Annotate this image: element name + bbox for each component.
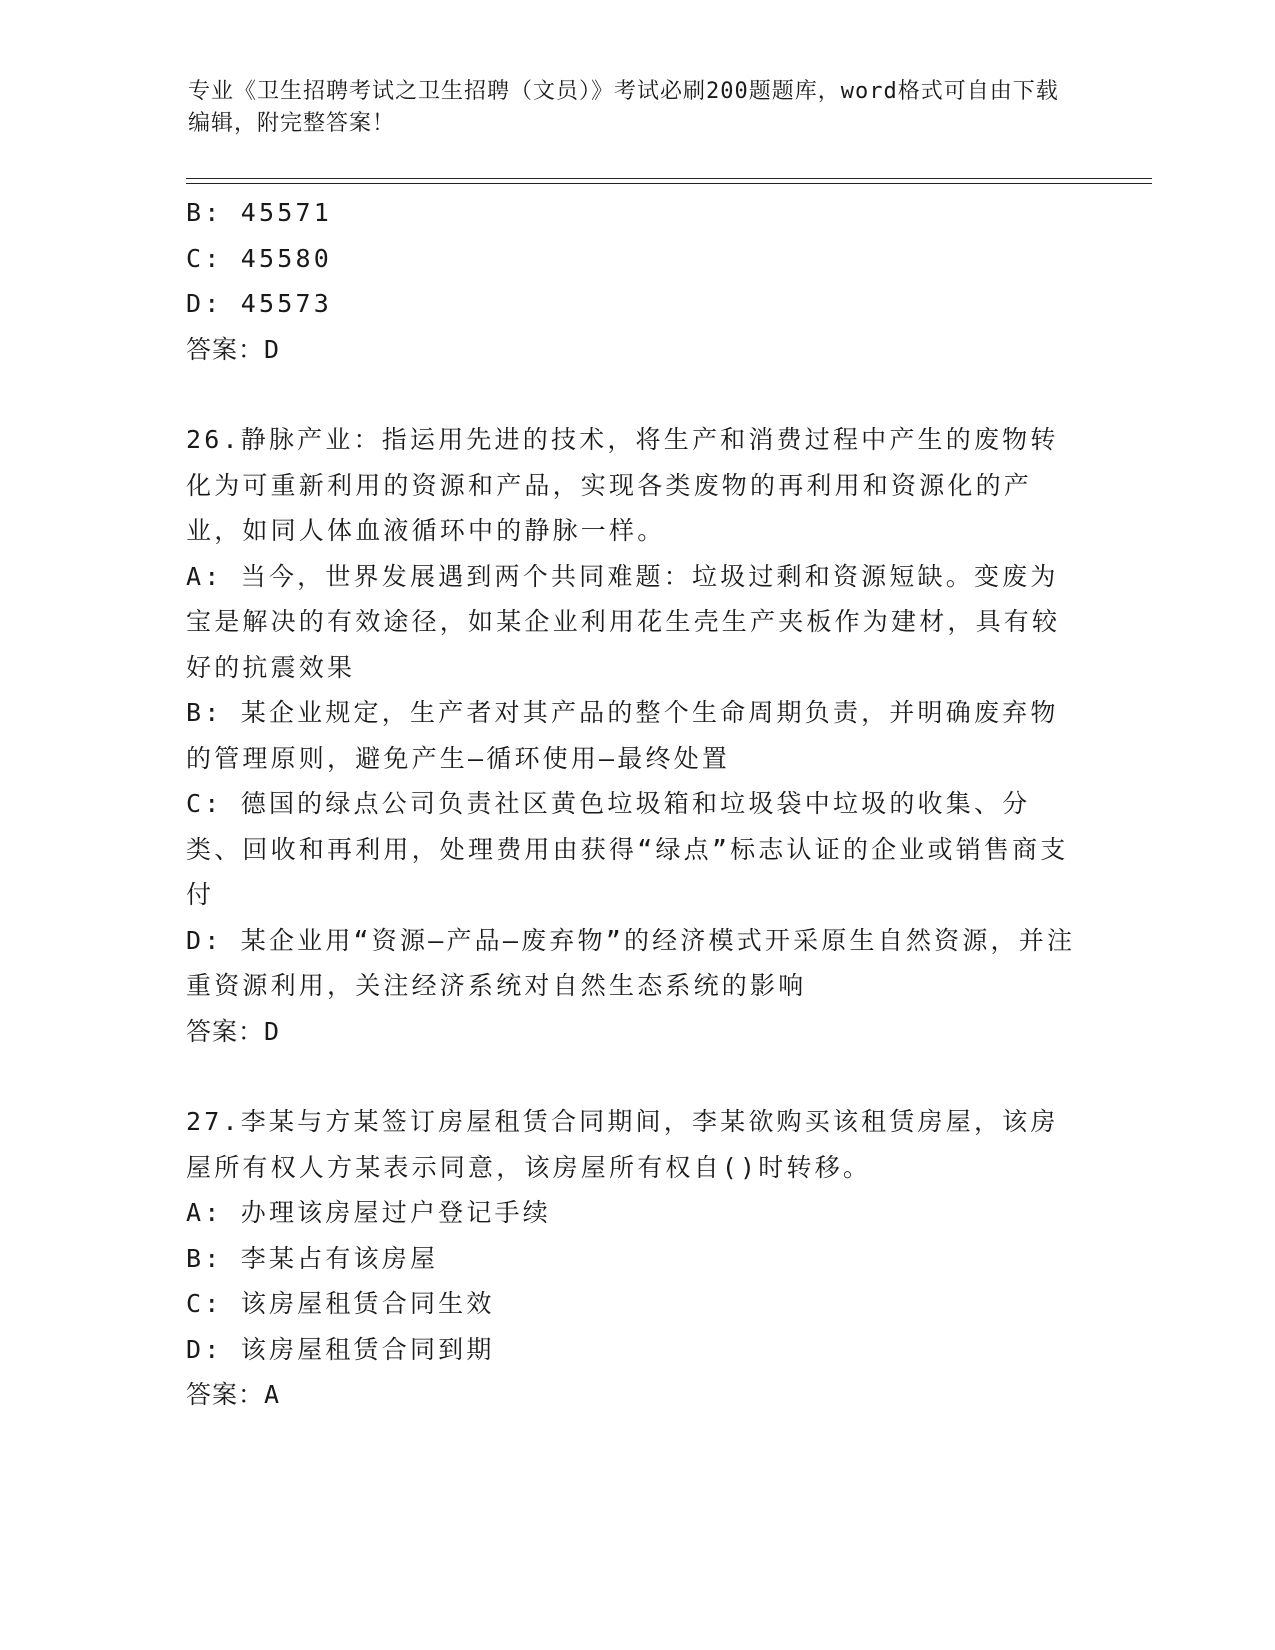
option-c: C: 该房屋租赁合同生效 (186, 1289, 495, 1318)
question-spacer (186, 1054, 1086, 1099)
option-b: B: 45571 (186, 198, 333, 227)
option-c: C: 45580 (186, 243, 333, 273)
option-a: A: 办理该房屋过户登记手续 (186, 1198, 551, 1227)
header-divider-top (186, 178, 1152, 179)
question-27 (186, 1099, 1086, 1418)
answer-line: 答案：D (186, 1016, 281, 1046)
option-d: D: 45573 (186, 289, 333, 318)
question-stem: 27.李某与方某签订房屋租赁合同期间，李某欲购买该租赁房屋，该房屋所有权人方某表示同意，该房屋所有权自()时转移。 (186, 1107, 1059, 1182)
question-content (186, 190, 1086, 1418)
header-divider-bottom (186, 183, 1152, 184)
option-a: A: 当今，世界发展遇到两个共同难题：垃圾过剩和资源短缺。变废为宝是解决的有效途径，如某企业利用花生壳生产夹板作为建材，具有较好的抗震效果 (186, 561, 1061, 682)
option-b: B: 某企业规定，生产者对其产品的整个生命周期负责，并明确废弃物的管理原则，避免产生—循环使用—最终处置 (186, 698, 1059, 773)
document-header: 专业《卫生招聘考试之卫生招聘（文员）》考试必刷200题题库，word格式可自由下载编辑，附完整答案！ (188, 79, 1059, 136)
option-d: D: 某企业用“资源—产品—废弃物”的经济模式开采原生自然资源，并注重资源利用，关注经济系统对自然生态系统的影响 (186, 925, 1076, 1000)
question-26 (186, 417, 1086, 1054)
answer-line: 答案：A (186, 1380, 281, 1409)
question-stem: 26.静脉产业：指运用先进的技术，将生产和消费过程中产生的废物转化为可重新利用的资源和产品，实现各类废物的再利用和资源化的产业，如同人体血液循环中的静脉一样。 (186, 425, 1059, 545)
option-d: D: 该房屋租赁合同到期 (186, 1334, 495, 1364)
option-b: B: 李某占有该房屋 (186, 1243, 439, 1273)
question-spacer (186, 372, 1086, 417)
option-c: C: 德国的绿点公司负责社区黄色垃圾箱和垃圾袋中垃圾的收集、分类、回收和再利用，处理费用由获得“绿点”标志认证的企业或销售商支付 (186, 789, 1069, 909)
previous-question-tail (186, 190, 1086, 372)
answer-line: 答案：D (186, 334, 281, 364)
